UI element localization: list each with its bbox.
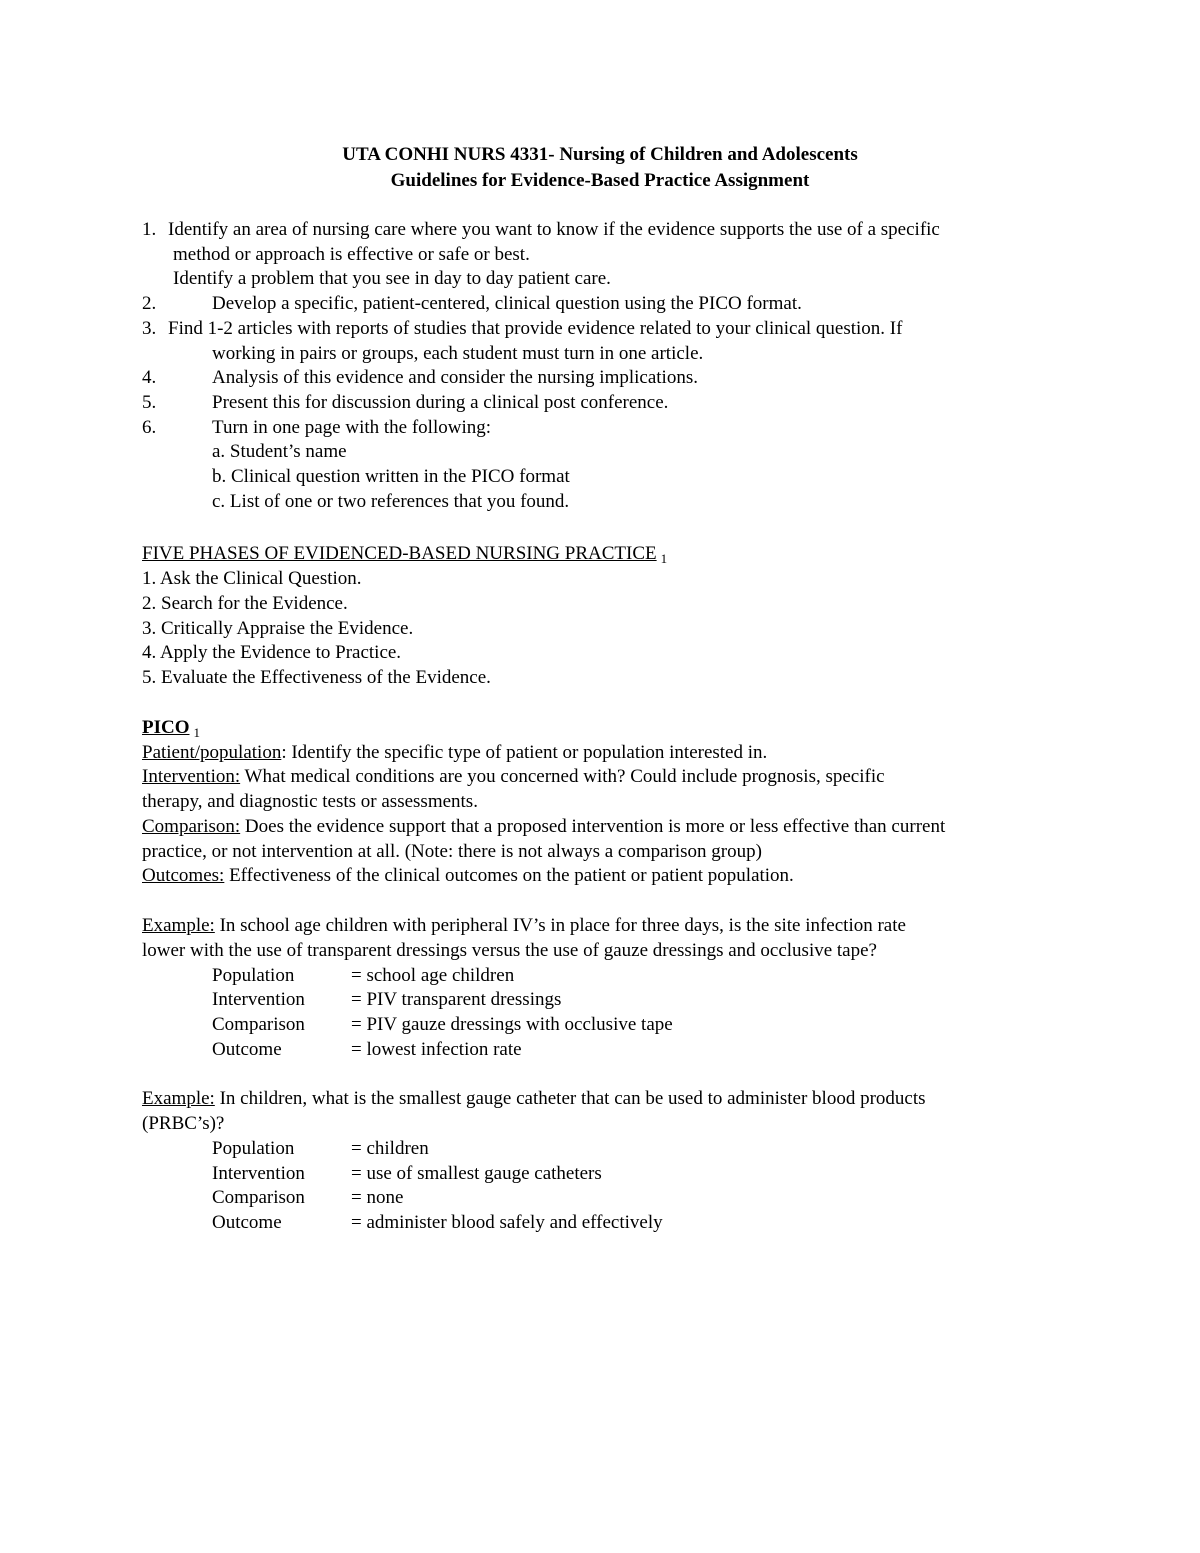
example-row-value: = children [351, 1138, 429, 1159]
example-row-value: = lowest infection rate [351, 1039, 522, 1060]
example-1-row [142, 914, 906, 938]
step-6-subitem: a. Student’s name [212, 441, 347, 462]
document-title: UTA CONHI NURS 4331- Nursing of Children and Adolescents [342, 144, 858, 165]
example-row-key: Outcome [212, 1039, 282, 1060]
example-row-key: Comparison [212, 1014, 305, 1035]
example-label: Example: [142, 915, 215, 936]
pico-footnote-ref: 1 [193, 725, 200, 740]
step-4-number: 4. [142, 367, 157, 388]
step-6-text: Turn in one page with the following: [212, 417, 491, 438]
phase-item: 1. Ask the Clinical Question. [142, 568, 362, 589]
pico-comparison-row [142, 815, 945, 839]
step-6-subitem: c. List of one or two references that you found. [212, 491, 570, 512]
phase-item: 4. Apply the Evidence to Practice. [142, 642, 402, 663]
example-row-key: Population [212, 1138, 295, 1159]
example-row-key: Comparison [212, 1187, 305, 1208]
pico-heading-row [142, 716, 200, 741]
step-6-number: 6. [142, 417, 157, 438]
intervention-label: Intervention: [142, 766, 241, 787]
pico-outcomes-row [142, 864, 794, 888]
step-6-subitem: b. Clinical question written in the PICO format [212, 466, 570, 487]
pico-patient-row [142, 741, 767, 765]
example-question: In school age children with peripheral IV’s in place for three days, is the site infection rate [214, 915, 906, 936]
example-row-key: Intervention [212, 989, 305, 1010]
step-2-text: Develop a specific, patient-centered, clinical question using the PICO format. [212, 293, 802, 314]
example-question-continuation: (PRBC’s)? [142, 1113, 225, 1134]
step-1-continuation: method or approach is effective or safe or best. [173, 244, 530, 265]
phases-heading: FIVE PHASES OF EVIDENCED-BASED NURSING PRACTICE [142, 543, 657, 564]
step-2-number: 2. [142, 293, 157, 314]
comparison-text: Does the evidence support that a proposed intervention is more or less effective than current [240, 816, 946, 837]
example-question: In children, what is the smallest gauge catheter that can be used to administer blood products [214, 1088, 926, 1109]
outcomes-label: Outcomes: [142, 865, 225, 886]
example-row-value: = administer blood safely and effectively [351, 1212, 663, 1233]
step-3-text: Find 1-2 articles with reports of studies that provide evidence related to your clinical question. If [168, 318, 903, 339]
document-subtitle: Guidelines for Evidence-Based Practice Assignment [390, 170, 810, 191]
example-2-row [142, 1087, 926, 1111]
phase-item: 3. Critically Appraise the Evidence. [142, 618, 414, 639]
step-3-number: 3. [142, 318, 157, 339]
comparison-label: Comparison: [142, 816, 241, 837]
step-1-number: 1. [142, 219, 157, 240]
pico-intervention-row [142, 765, 885, 789]
phase-item: 2. Search for the Evidence. [142, 593, 348, 614]
example-row-value: = PIV gauze dressings with occlusive tape [351, 1014, 673, 1035]
patient-text: : Identify the specific type of patient or population interested in. [281, 742, 768, 763]
comparison-text-continuation: practice, or not intervention at all. (Note: there is not always a comparison group) [142, 841, 762, 862]
example-row-key: Intervention [212, 1163, 305, 1184]
step-1-text: Identify an area of nursing care where you want to know if the evidence supports the use of a specific [168, 219, 940, 240]
step-5-text: Present this for discussion during a clinical post conference. [212, 392, 669, 413]
example-row-value: = none [351, 1187, 404, 1208]
intervention-text-continuation: therapy, and diagnostic tests or assessments. [142, 791, 478, 812]
example-row-value: = use of smallest gauge catheters [351, 1163, 602, 1184]
phases-footnote-ref: 1 [660, 551, 668, 566]
phases-heading-row [142, 542, 667, 567]
pico-heading: PICO [142, 717, 190, 738]
step-1-continuation: Identify a problem that you see in day to day patient care. [173, 268, 611, 289]
step-5-number: 5. [142, 392, 157, 413]
step-3-continuation: working in pairs or groups, each student must turn in one article. [212, 343, 704, 364]
example-row-value: = PIV transparent dressings [351, 989, 562, 1010]
example-row-key: Outcome [212, 1212, 282, 1233]
example-row-key: Population [212, 965, 295, 986]
outcomes-text: Effectiveness of the clinical outcomes on the patient or patient population. [224, 865, 794, 886]
example-row-value: = school age children [351, 965, 515, 986]
phase-item: 5. Evaluate the Effectiveness of the Evidence. [142, 667, 491, 688]
intervention-text: What medical conditions are you concerned with? Could include prognosis, specific [240, 766, 885, 787]
step-4-text: Analysis of this evidence and consider the nursing implications. [212, 367, 698, 388]
example-question-continuation: lower with the use of transparent dressings versus the use of gauze dressings and occlusive tape? [142, 940, 877, 961]
example-label: Example: [142, 1088, 215, 1109]
patient-label: Patient/population [142, 742, 282, 763]
